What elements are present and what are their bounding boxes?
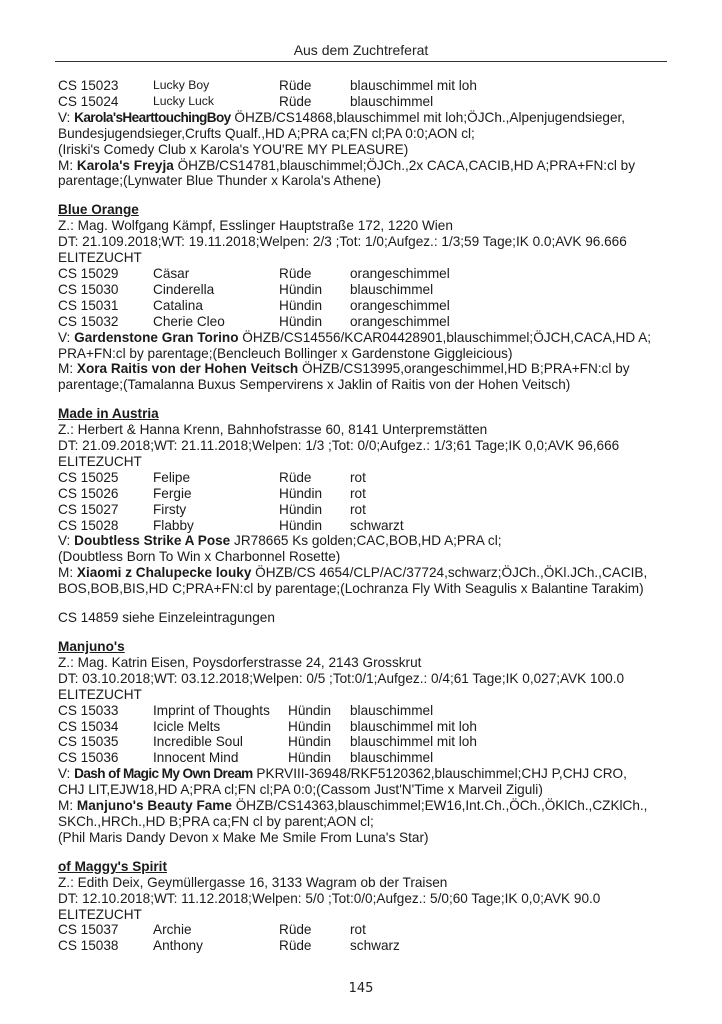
puppy-sex: Hündin [288,718,332,734]
puppy-id: CS 15038 [58,938,119,954]
litter-continuation [58,78,678,189]
puppy-id: CS 15031 [58,297,119,313]
breeding-class: ELITEZUCHT [58,453,142,469]
puppy-color: orangeschimmel [350,313,450,329]
dam-details: ÖHZB/CS 4654/CLP/AC/37724,schwarz;ÖJCh.,ÖKl.JCh.,CACIB, [251,565,648,581]
kennel-section-made-in-austria [58,406,678,597]
puppy-sex: Hündin [288,750,332,766]
dam-name: Xiaomi z Chalupecke louky [76,565,252,581]
puppy-color: blauschimmel mit loh [350,78,477,93]
sire-details: JR78665 Ks golden;CAC,BOB,HD A;PRA cl; [230,533,502,549]
puppy-color: rot [350,485,366,501]
puppy-name: Innocent Mind [153,750,239,766]
puppy-row [58,938,678,954]
dam-name: Xora Raitis von der Hohen Veitsch [76,361,299,377]
puppy-id: CS 15030 [58,281,119,297]
sire-line [58,330,678,346]
puppy-sex: Hündin [288,702,332,718]
puppy-name: Archie [153,922,192,938]
dam-line [58,565,678,581]
sire-details-line: CHJ LIT,EJW18,HD A;PRA cl;FN cl;PA 0:0;(Cassom Just'N'Time x Marveil Ziguli) [58,782,543,798]
dam-details: ÖHZB/CS14781,blauschimmel;ÖJCh.,2x CACA,CACIB,HD A;PRA+FN:cl by [173,157,636,173]
sire-name: Dash of Magic My Own Dream [74,766,253,782]
litter-stats: DT: 21.09.2018;WT: 21.11.2018;Welpen: 1/3 ;Tot: 0/0;Aufgez.: 1/3;61 Tage;IK 0,0;AVK 96,666 [58,438,620,454]
page-number: 145 [348,981,374,996]
puppy-color: rot [350,501,366,517]
puppy-sex: Hündin [279,517,323,533]
puppy-row [58,922,678,938]
dam-parents-line: (Phil Maris Dandy Devon x Make Me Smile From Luna's Star) [58,829,429,845]
puppy-row [58,734,678,750]
dam-details: ÖHZB/CS14363,blauschimmel;EW16,Int.Ch.,ÖCh.,ÖKlCh.,CZKlCh., [231,798,648,814]
sire-name: Gardenstone Gran Torino [74,329,239,345]
puppy-name: Anthony [153,938,203,954]
puppy-sex: Rüde [279,469,312,485]
sire-prefix: V: [58,329,75,345]
puppy-row [58,266,678,282]
puppy-id: CS 15024 [58,93,119,109]
puppy-row [58,78,678,94]
puppy-name: Imprint of Thoughts [153,702,270,718]
litter-stats: DT: 21.109.2018;WT: 19.11.2018;Welpen: 2/3 ;Tot: 1/0;Aufgez.: 1/3;59 Tage;IK 0.0;AVK 96.666 [58,234,627,250]
litter-stats: DT: 12.10.2018;WT: 11.12.2018;Welpen: 5/0 ;Tot:0/0;Aufgez.: 5/0;60 Tage;IK 0,0;AVK 90.0 [58,890,601,906]
puppy-color: blauschimmel [350,93,434,109]
dam-details-line: parentage;(Tamalanna Buxus Sempervirens x Jaklin of Raitis von der Hohen Veitsch) [58,377,571,393]
sire-parents-line: (Iriski's Comedy Club x Karola's YOU'RE MY PLEASURE) [58,141,409,157]
puppy-id: CS 15029 [58,265,119,281]
puppy-id: CS 15026 [58,485,119,501]
puppy-name: Lucky Luck [153,93,214,108]
running-header: Aus dem Zuchtreferat [293,42,429,58]
dam-prefix: M: [58,361,77,377]
puppy-name: Cinderella [153,281,215,297]
sire-details: PKRVIII-36948/RKF5120362,blauschimmel;CHJ P,CHJ CRO, [252,766,627,782]
puppy-id: CS 15028 [58,517,119,533]
puppy-id: CS 15034 [58,718,119,734]
puppy-id: CS 15027 [58,501,119,517]
sire-name: Doubtless Strike A Pose [74,533,231,549]
puppy-row [58,518,678,534]
puppy-name: Flabby [153,517,194,533]
puppy-id: CS 15035 [58,734,119,750]
puppy-id: CS 15036 [58,750,119,766]
breeding-class: ELITEZUCHT [58,686,142,702]
dam-details-line: parentage;(Lynwater Blue Thunder x Karola's Athene) [58,173,382,189]
kennel-section-manjunos [58,639,678,846]
puppy-sex: Hündin [279,313,323,329]
puppy-name: Firsty [153,501,187,517]
dam-line [58,361,678,377]
puppy-id: CS 15025 [58,469,119,485]
dam-prefix: M: [58,798,77,814]
sire-details: ÖHZB/CS14868,blauschimmel mit loh;ÖJCh.,Alpenjugendsieger, [230,109,626,125]
sire-prefix: V: [58,533,75,549]
puppy-color: blauschimmel [350,750,434,766]
dam-name: Manjuno's Beauty Fame [76,798,232,814]
puppy-row [58,470,678,486]
dam-line [58,798,678,814]
cross-reference-note: CS 14859 siehe Einzeleintragungen [58,610,275,626]
puppy-row [58,314,678,330]
dam-line [58,158,678,174]
breeder-line: Z.: Herbert & Hanna Krenn, Bahnhofstrasse 60, 8141 Unterpremstätten [58,422,488,438]
breeder-line: Z.: Edith Deix, Geymüllergasse 16, 3133 Wagram ob der Traisen [58,874,448,890]
puppy-sex: Hündin [279,281,323,297]
dam-prefix: M: [58,565,77,581]
breeding-class: ELITEZUCHT [58,250,142,266]
dam-name: Karola's Freyja [76,157,174,173]
kennel-section-blue-orange [58,202,678,393]
puppy-name: Cherie Cleo [153,313,225,329]
breeder-line: Z.: Mag. Katrin Eisen, Poysdorferstrasse 24, 2143 Grosskrut [58,654,422,670]
breeding-class: ELITEZUCHT [58,906,142,922]
puppy-row [58,282,678,298]
puppy-color: rot [350,922,366,938]
dam-details-line: SKCh.,HRCh.,HD B;PRA ca;FN cl by parent;AON cl; [58,813,374,829]
puppy-row [58,502,678,518]
puppy-name: Felipe [153,469,191,485]
sire-details: ÖHZB/CS14556/KCAR04428901,blauschimmel;ÖJCH,CACA,HD A; [238,329,652,345]
puppy-id: CS 15033 [58,702,119,718]
sire-line [58,766,678,782]
kennel-title: Manjuno's [58,639,125,654]
sire-prefix: V: [58,109,75,125]
breeder-line: Z.: Mag. Wolfgang Kämpf, Esslinger Hauptstraße 172, 1220 Wien [58,218,453,234]
puppy-sex: Rüde [279,78,312,93]
puppy-id: CS 15032 [58,313,119,329]
sire-prefix: V: [58,766,75,782]
puppy-sex: Hündin [288,734,332,750]
puppy-id: CS 15023 [58,78,119,93]
header-rule [55,61,667,62]
puppy-color: rot [350,469,366,485]
dam-prefix: M: [58,157,77,173]
puppy-sex: Hündin [279,485,323,501]
puppy-sex: Hündin [279,501,323,517]
puppy-color: blauschimmel [350,702,434,718]
kennel-title: Made in Austria [58,406,159,422]
kennel-section-of-maggys-spirit [58,859,678,954]
puppy-name: Cäsar [153,265,190,281]
puppy-sex: Rüde [279,93,312,109]
puppy-row [58,94,678,110]
puppy-row [58,703,678,719]
kennel-title: Blue Orange [58,202,139,218]
sire-name: Karola'sHearttouchingBoy [74,109,231,125]
puppy-row [58,298,678,314]
puppy-sex: Rüde [279,922,312,938]
puppy-color: orangeschimmel [350,297,450,313]
puppy-name: Lucky Boy [153,78,210,92]
page-content [58,78,678,954]
puppy-id: CS 15037 [58,922,119,938]
puppy-sex: Rüde [279,265,312,281]
sire-details-line: Bundesjugendsieger,Crufts Qualf.,HD A;PRA ca;FN cl;PA 0:0;AON cl; [58,125,475,141]
puppy-color: blauschimmel mit loh [350,734,477,750]
puppy-name: Fergie [153,485,192,501]
dam-details-line: BOS,BOB,BIS,HD C;PRA+FN:cl by parentage;(Lochranza Fly With Seagulis x Balantine Tarakim) [58,581,644,597]
dam-details: ÖHZB/CS13995,orangeschimmel,HD B;PRA+FN:cl by [298,361,630,377]
sire-details-line: PRA+FN:cl by parentage;(Bencleuch Bollinger x Gardenstone Giggleicious) [58,345,513,361]
puppy-row [58,750,678,766]
puppy-sex: Rüde [279,938,312,954]
puppy-name: Catalina [153,297,203,313]
puppy-name: Incredible Soul [153,734,243,750]
puppy-row [58,486,678,502]
puppy-color: blauschimmel [350,281,434,297]
sire-line [58,533,678,549]
puppy-sex: Hündin [279,297,323,313]
kennel-title: of Maggy's Spirit [58,858,167,874]
sire-line [58,110,678,126]
puppy-color: orangeschimmel [350,265,450,281]
puppy-name: Icicle Melts [153,718,221,734]
puppy-row [58,719,678,735]
litter-stats: DT: 03.10.2018;WT: 03.12.2018;Welpen: 0/5 ;Tot:0/1;Aufgez.: 0/4;61 Tage;IK 0,027;AVK 100.0 [58,670,625,686]
sire-details-line: (Doubtless Born To Win x Charbonnel Rosette) [58,549,341,565]
puppy-color: schwarzt [350,517,404,533]
puppy-color: schwarz [350,938,400,954]
puppy-color: blauschimmel mit loh [350,718,477,734]
